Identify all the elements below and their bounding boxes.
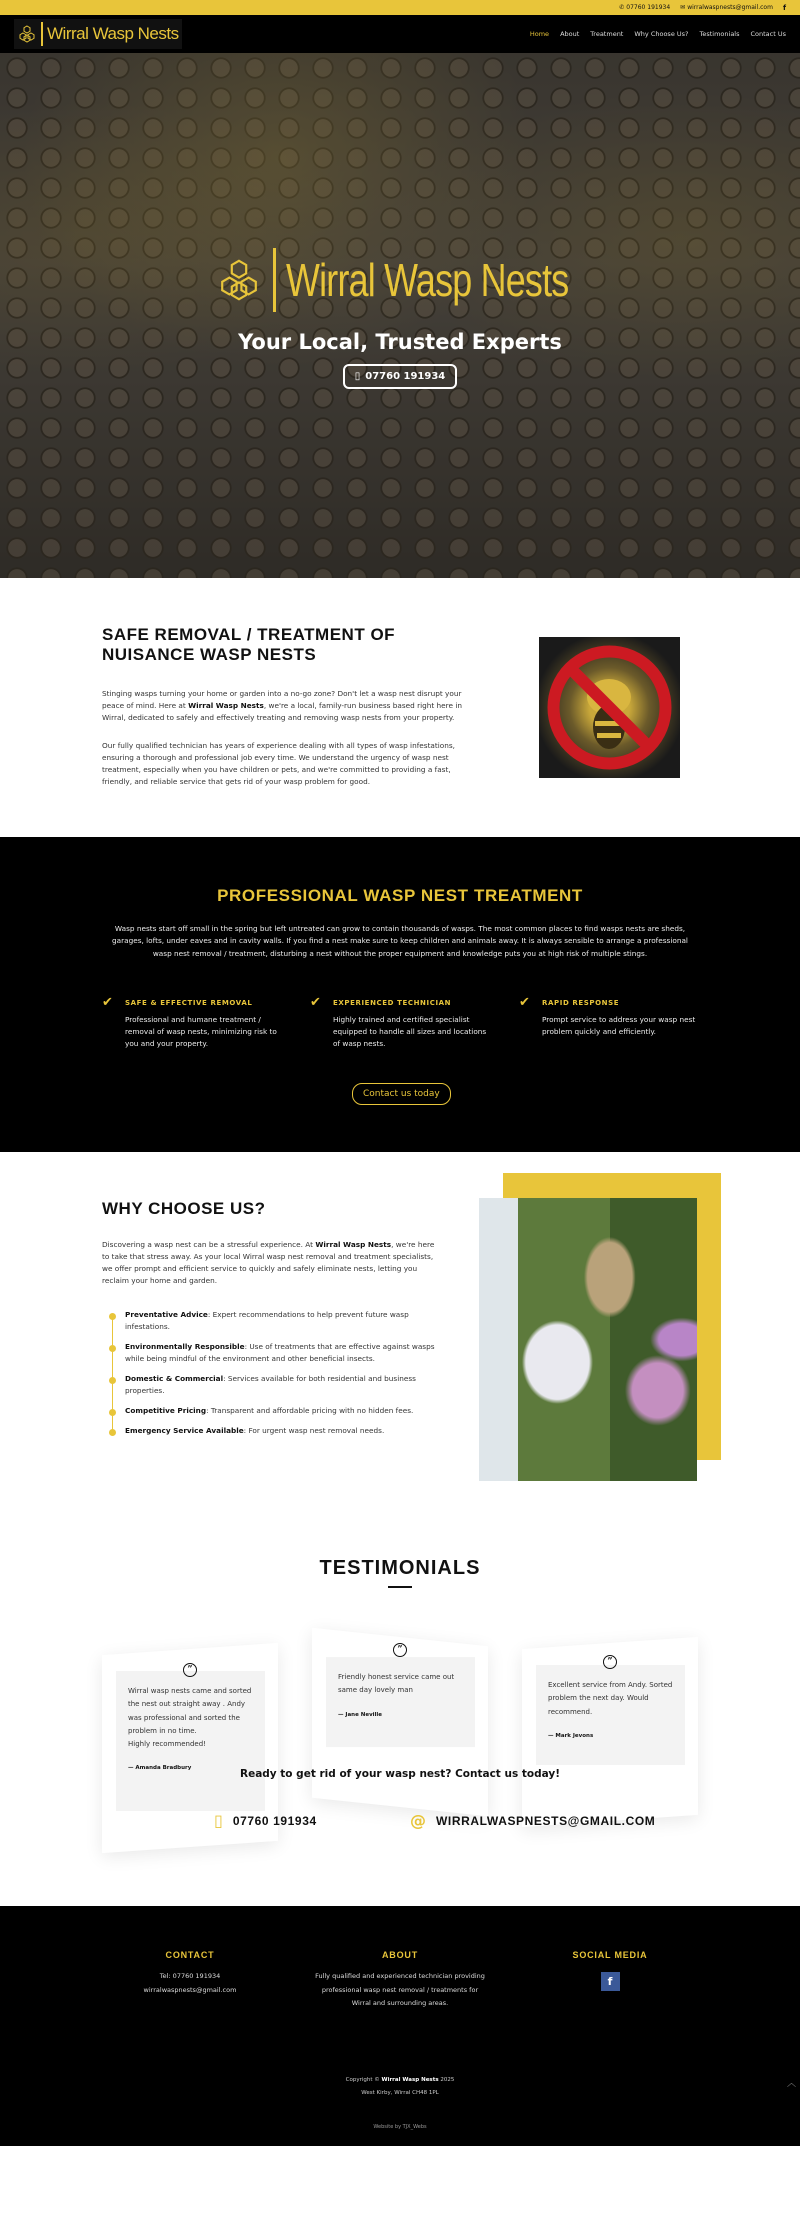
main-nav (530, 30, 786, 38)
feature-safe-removal (102, 995, 277, 1050)
nav-contact-us[interactable]: Contact Us (750, 30, 786, 38)
treatment-intro: Wasp nests start off small in the spring but left untreated can grow to contain thousands of wasps. The most common places to find wasps nests are sheds, garages, lofts, under eaves and in cavity walls. If you find a nest make sure to keep children and animals away. It is always sensible to arrange a professional wasp nest removal / treatment, disturbing a nest without the proper equipment and knowledge puts you at high risk of multiple stings. (112, 924, 688, 958)
feature-text: Professional and humane treatment / removal of wasp nests, minimizing risk to you and your property. (125, 1015, 277, 1049)
top-bar (0, 0, 800, 15)
site-header (0, 15, 800, 53)
topbar-phone[interactable]: ✆ 07760 191934 (619, 4, 671, 11)
contact-us-button[interactable]: Contact us today (352, 1083, 451, 1105)
hero-logo (215, 248, 586, 312)
testimonial-author: — Jane Neville (338, 1711, 383, 1718)
contact-email[interactable]: @ WIRRALWASPNESTS@GMAIL.COM (410, 1811, 656, 1830)
testimonial-body (326, 1657, 475, 1747)
nav-testimonials[interactable]: Testimonials (699, 30, 740, 38)
feature-title: SAFE & EFFECTIVE REMOVAL (125, 998, 253, 1007)
phone-icon: ✆ (619, 4, 625, 11)
check-icon: ✔ (102, 995, 113, 1010)
hero-content (0, 248, 800, 389)
technician-photo (479, 1198, 697, 1481)
bullet-dot (109, 1429, 116, 1436)
footer-social (520, 1950, 700, 1991)
list-item: Environmentally Responsible: Use of treatments that are effective against wasps while being mindful of the environment and other beneficial insects. (108, 1341, 438, 1365)
footer-about (312, 1950, 488, 2011)
feature-rapid-response (519, 995, 696, 1038)
intro-paragraph-2: Our fully qualified technician has years of experience dealing with all types of wasp infestations, ensuring a thorough and professional job every time. We understand the urgency of wasp nest treatment, especially when you have children or pets, and we're committed to providing a fast, friendly, and reliable service that gets rid of your wasp problem for good. (102, 741, 455, 787)
treatment-section (0, 837, 800, 1152)
nav-why-choose-us[interactable]: Why Choose Us? (634, 30, 689, 38)
footer-tel[interactable]: Tel: 07760 191934 (159, 1972, 221, 1980)
nav-treatment[interactable]: Treatment (590, 30, 624, 38)
chevron-up-icon[interactable]: ︿ (786, 2079, 796, 2089)
testimonial-text: Friendly honest service came out same day lovely man (338, 1673, 455, 1695)
intro-heading: SAFE REMOVAL / TREATMENT OF NUISANCE WASP NESTS (102, 625, 396, 665)
testimonials-section (0, 1497, 800, 1906)
list-item: Emergency Service Available: For urgent wasp nest removal needs. (108, 1425, 438, 1437)
honeycomb-logo-icon (17, 24, 37, 44)
logo-text: Wirral Wasp Nests (47, 24, 179, 43)
bullet-dot (109, 1313, 116, 1320)
no-wasp-image (539, 637, 680, 778)
site-logo[interactable] (14, 19, 182, 49)
list-item: Competitive Pricing: Transparent and affordable pricing with no hidden fees. (108, 1405, 438, 1417)
intro-section (0, 578, 800, 837)
mail-icon: ✉ (680, 4, 686, 11)
no-wasp-sign-icon (539, 637, 680, 778)
testimonial-card-3 (522, 1637, 698, 1827)
quote-icon: ” (183, 1663, 197, 1677)
list-item: Preventative Advice: Expert recommendations to help prevent future wasp infestations. (108, 1309, 438, 1333)
ready-cta-text: Ready to get rid of your wasp nest? Contact us today! (239, 1768, 560, 1780)
intro-paragraph-1: Stinging wasps turning your home or garden into a no-go zone? Don't let a wasp nest disrupt your peace of mind. Here at Wirral Wasp Nests, we're a local, family-run business based right here in Wirral, dedicated to safely and effectively treating and removing wasp nests from your property. (102, 689, 462, 723)
contact-phone[interactable]: ▯ 07760 191934 (214, 1811, 317, 1830)
why-choose-us-section (0, 1152, 800, 1497)
bullet-dot (109, 1377, 116, 1384)
bullet-dot (109, 1345, 116, 1352)
list-item: Domestic & Commercial: Services available for both residential and business properties. (108, 1373, 438, 1397)
site-footer (0, 1906, 800, 2146)
feature-title: EXPERIENCED TECHNICIAN (333, 998, 452, 1007)
feature-text: Highly trained and certified specialist equipped to handle all sizes and locations of wasp nests. (333, 1015, 487, 1049)
footer-contact-title: CONTACT (165, 1950, 215, 1960)
heading-underline (388, 1586, 412, 1588)
footer-address: West Kirby, Wirral CH48 1PL (361, 2089, 439, 2096)
mobile-phone-icon: ▯ (214, 1811, 223, 1830)
footer-contact (100, 1950, 280, 1997)
footer-about-text: Fully qualified and experienced technician providing professional wasp nest removal / treatments for Wirral and surrounding areas. (315, 1972, 485, 2008)
treatment-heading: PROFESSIONAL WASP NEST TREATMENT (217, 886, 583, 905)
quote-icon: ” (603, 1655, 617, 1669)
hero-logo-divider (273, 248, 276, 312)
nav-about[interactable]: About (560, 30, 580, 38)
footer-credit[interactable]: Website by TJX_Webs (373, 2124, 427, 2130)
why-paragraph: Discovering a wasp nest can be a stressful experience. At Wirral Wasp Nests, we're here to take that stress away. As your local Wirral wasp nest removal and treatment specialists, we offer prompt and efficient service to quickly and safely eliminate nests, letting you reclaim your home and garden. (102, 1240, 435, 1286)
hero-subtitle: Your Local, Trusted Experts (238, 330, 562, 354)
topbar-email[interactable]: ✉ wirralwaspnests@gmail.com (680, 4, 773, 11)
testimonial-card-2 (312, 1628, 488, 1816)
check-icon: ✔ (519, 995, 530, 1010)
nav-home[interactable]: Home (529, 30, 550, 38)
facebook-icon[interactable]: f (782, 3, 786, 12)
hero-phone-button[interactable]: ▯ 07760 191934 (343, 364, 458, 389)
footer-social-title: SOCIAL MEDIA (572, 1950, 648, 1960)
facebook-icon[interactable]: f (601, 1972, 620, 1991)
honeycomb-logo-icon (215, 256, 263, 304)
check-icon: ✔ (310, 995, 321, 1010)
testimonials-heading: TESTIMONIALS (319, 1557, 481, 1579)
hero-logo-text: Wirral Wasp Nests (285, 254, 568, 306)
quote-icon: ” (393, 1643, 407, 1657)
footer-about-title: ABOUT (382, 1950, 418, 1960)
testimonial-body (116, 1671, 265, 1811)
testimonial-body (536, 1665, 685, 1765)
hero-section (0, 53, 800, 578)
feature-text: Prompt service to address your wasp nest problem quickly and efficiently. (542, 1015, 696, 1037)
testimonial-author: — Amanda Bradbury (128, 1765, 192, 1772)
at-sign-icon: @ (410, 1811, 426, 1830)
mobile-phone-icon: ▯ (354, 371, 361, 382)
testimonial-text: Excellent service from Andy. Sorted problem the next day. Would recommend. (548, 1680, 673, 1716)
footer-email[interactable]: wirralwaspnests@gmail.com (143, 1985, 237, 1994)
footer-copyright: Copyright © Wirral Wasp Nests 2025 West Kirby, Wirral CH48 1PL (0, 2074, 800, 2099)
testimonial-author: — Mark Jevons (548, 1732, 594, 1739)
bullet-dot (109, 1409, 116, 1416)
feature-title: RAPID RESPONSE (542, 998, 620, 1007)
why-list (108, 1309, 438, 1445)
testimonial-text: Wirral wasp nests came and sorted the nest out straight away . Andy was professional and sorted the problem in no time. Highly recommended! (128, 1686, 252, 1749)
logo-divider (41, 22, 43, 46)
why-heading: WHY CHOOSE US? (102, 1199, 266, 1218)
feature-experienced-technician (310, 995, 487, 1050)
